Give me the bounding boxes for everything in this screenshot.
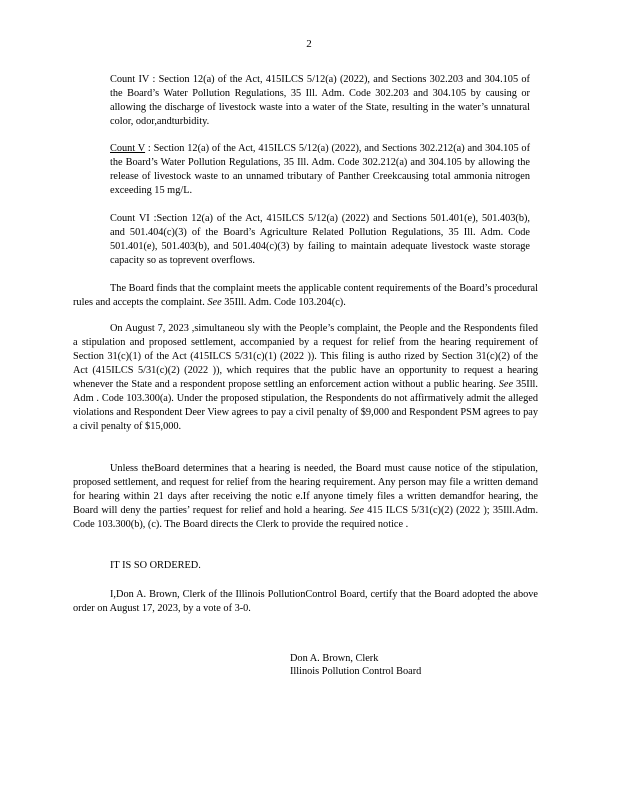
count-v-paragraph: [110, 142, 530, 198]
findings-paragraph: [73, 282, 538, 310]
hearing-see: See: [349, 505, 364, 516]
count-vi-text: :Section 12(a) of the Act, 415ILCS 5/12(a) (2022) and Sections 501.401(e), 501.403(b), and 501.404(c)(3) of the Board’s Agriculture Related Pollution Regulations, 35 Ill. Adm. Code 501.401(e), 501.403(b), and 501.404(c)(3) by failing to maintain adequate livestock waste storage capacity so as toprevent overflows.: [110, 213, 530, 266]
count-v-label: Count V: [110, 143, 146, 154]
count-vi-paragraph: [110, 212, 530, 268]
ordered-statement: IT IS SO ORDERED.: [110, 560, 201, 571]
count-iv-paragraph: [110, 73, 530, 129]
hearing-text-1: Unless theBoard determines that a hearing is needed, the Board must cause notice of the stipulation, proposed settlement, and request for relief from the hearing requirement. Any person may file a written demand for hearing within 21 days after receiving the notic e.If anyone timely files a written demandfor hearing, the Board will deny the parties’ request for relief and hold a hearing.: [73, 463, 538, 516]
hearing-paragraph: [73, 462, 538, 532]
count-vi-label: Count VI: [110, 213, 150, 224]
count-iv-text: : Section 12(a) of the Act, 415ILCS 5/12(a) (2022), and Sections 302.203 and 304.105 of the Board’s Water Pollution Regulations, 35 Ill. Adm. Code 302.203 and 304.105 by causing or allowing the discharge of livestock waste into a water of the State, resulting in the water’s unnatural color, odor,andturbidity.: [110, 74, 530, 127]
findings-see: See: [207, 297, 222, 308]
findings-text: The Board finds that the complaint meets the applicable content requirements of the Board’s procedural rules and accepts the complaint.: [73, 283, 538, 308]
page-number: 2: [306, 38, 312, 50]
settlement-text-2: 35Ill. Adm . Code 103.300(a). Under the proposed stipulation, the Respondents do not affirmatively admit the alleged violations and Respondent Deer View agrees to pay a civil penalty of $9,000 and Respondent PSM agrees to pay a civil penalty of $15,000.: [73, 379, 538, 432]
certification-paragraph: I,Don A. Brown, Clerk of the Illinois PollutionControl Board, certify that the Board adopted the above order on August 17, 2023, by a vote of 3-0.: [73, 589, 538, 614]
signature-name: Don A. Brown, Clerk: [290, 653, 379, 664]
findings-citation: 35Ill. Adm. Code 103.204(c).: [224, 297, 346, 308]
hearing-text-2: 415 ILCS 5/31(c)(2) (2022 ); 35Ill.Adm. Code 103.300(b), (c). The Board directs the Clerk to provide the required notice .: [73, 505, 539, 530]
count-v-text: : Section 12(a) of the Act, 415ILCS 5/12(a) (2022), and Sections 302.212(a) and 304.105 of the Board’s Water Pollution Regulations, 35 Ill. Adm. Code 302.212(a) and 304.105 by allowing the release of livestock waste to an unnamed tributary of Panther Creekcausing total ammonia nitrogen exceeding 15 mg/L.: [110, 143, 530, 196]
settlement-see: See: [498, 379, 514, 390]
signature-org: Illinois Pollution Control Board: [290, 666, 422, 677]
settlement-text-1: On August 7, 2023 ,simultaneou sly with the People’s complaint, the People and the Respondents filed a stipulation and proposed settlement, accompanied by a request for relief from the hearing requirement of Section 31(c)(1) of the Act (415ILCS 5/31(c)(1) (2022 )). This filing is autho rized by Section 31(c)(2) of the Act (415ILCS 5/31(c)(2) (2022 )), which requires that the public have an opportunity to request a hearing whenever the State and a respondent propose settling an enforcement action without a public hearing.: [73, 323, 538, 390]
count-iv-label: Count IV: [110, 74, 150, 85]
signature-block: [290, 652, 421, 678]
settlement-paragraph: [73, 322, 538, 434]
